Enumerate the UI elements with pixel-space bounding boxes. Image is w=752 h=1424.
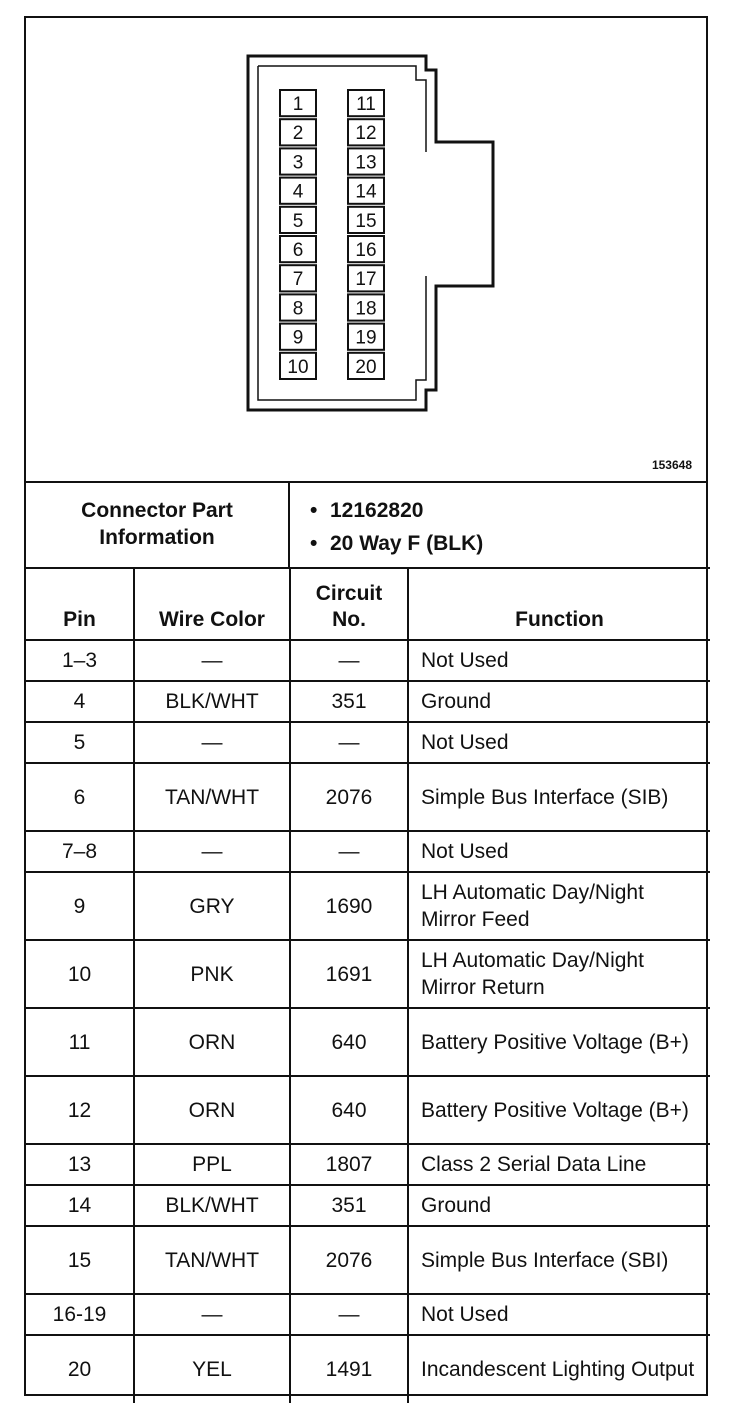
pin-cell: 5 (26, 722, 134, 763)
pin-cell: 11 (26, 1008, 134, 1076)
pin-number-20: 20 (355, 356, 377, 378)
table-row (26, 640, 710, 681)
function-cell: Ground (408, 1185, 710, 1226)
function-cell: Not Used (408, 640, 710, 681)
function-cell: Not Used (408, 722, 710, 763)
pin-table (26, 567, 710, 1403)
header-function: Function (408, 568, 710, 640)
pin-cell: 9 (26, 872, 134, 940)
connector-end-view-diagram (26, 18, 710, 481)
circuit-no-cell: 2076 (290, 1226, 408, 1294)
wire-color-cell: TAN/WHT (134, 1226, 290, 1294)
pin-number-12: 12 (355, 123, 377, 145)
pin-number-2: 2 (292, 123, 304, 145)
pin-cell: 6 (26, 763, 134, 831)
table-row (26, 722, 710, 763)
pin-number-11: 11 (356, 94, 376, 115)
table-row (26, 940, 710, 1008)
header-pin: Pin (26, 568, 134, 640)
wire-color-cell: — (134, 1294, 290, 1335)
table-row (26, 681, 710, 722)
header-circuit-no (290, 568, 408, 640)
circuit-no-cell: 1690 (290, 872, 408, 940)
circuit-no-cell: 1691 (290, 940, 408, 1008)
circuit-no-cell: 640 (290, 1008, 408, 1076)
pin-cell: 13 (26, 1144, 134, 1185)
header-wire-color: Wire Color (134, 568, 290, 640)
pin-cell: 14 (26, 1185, 134, 1226)
wire-color-cell: PNK (134, 940, 290, 1008)
wire-color-cell: — (134, 640, 290, 681)
function-cell: Not Used (408, 1294, 710, 1335)
connector-part-info (26, 481, 706, 569)
header-circuit-no-text: Circuit No. (315, 582, 383, 631)
table-row (26, 1294, 710, 1335)
pin-number-19: 19 (355, 327, 377, 349)
pin-number-9: 9 (292, 327, 304, 349)
pin-number-18: 18 (355, 298, 377, 320)
figure-number: 153648 (651, 458, 692, 472)
pin-number-4: 4 (292, 181, 304, 203)
circuit-no-cell: 640 (290, 1076, 408, 1144)
circuit-no-cell: — (290, 831, 408, 872)
pin-cell: 10 (26, 940, 134, 1008)
circuit-no-cell: — (290, 722, 408, 763)
pin-number-15: 15 (355, 210, 377, 232)
pin-cell: 4 (26, 681, 134, 722)
function-cell: Incandescent Lighting Output (408, 1335, 710, 1403)
function-cell: LH Automatic Day/Night Mirror Return (408, 940, 710, 1008)
function-cell: Ground (408, 681, 710, 722)
table-row (26, 872, 710, 940)
pin-table-header (26, 568, 710, 640)
wire-color-cell: GRY (134, 872, 290, 940)
pin-cell: 15 (26, 1226, 134, 1294)
table-row (26, 831, 710, 872)
wire-color-cell: — (134, 831, 290, 872)
connector-figure (26, 18, 706, 483)
circuit-no-cell: 1807 (290, 1144, 408, 1185)
connector-info-label: Connector Part Information (26, 481, 290, 567)
table-row (26, 1335, 710, 1403)
table-row (26, 1008, 710, 1076)
function-cell: LH Automatic Day/Night Mirror Feed (408, 872, 710, 940)
pin-column-right (348, 90, 384, 379)
pin-cell: 16-19 (26, 1294, 134, 1335)
pin-number-17: 17 (355, 269, 377, 291)
wire-color-cell: PPL (134, 1144, 290, 1185)
pin-number-13: 13 (355, 152, 377, 174)
wire-color-cell: BLK/WHT (134, 1185, 290, 1226)
function-cell: Class 2 Serial Data Line (408, 1144, 710, 1185)
wire-color-cell: BLK/WHT (134, 681, 290, 722)
wire-color-cell: ORN (134, 1008, 290, 1076)
function-cell: Not Used (408, 831, 710, 872)
pin-number-1: 1 (292, 94, 304, 115)
pin-number-16: 16 (355, 240, 377, 261)
pin-number-14: 14 (355, 181, 377, 203)
table-row (26, 763, 710, 831)
pin-cell: 1–3 (26, 640, 134, 681)
wire-color-cell: TAN/WHT (134, 763, 290, 831)
connector-sheet (24, 16, 708, 1396)
circuit-no-cell: — (290, 1294, 408, 1335)
circuit-no-cell: 351 (290, 681, 408, 722)
pin-number-6: 6 (292, 240, 304, 261)
wire-color-cell: YEL (134, 1335, 290, 1403)
wire-color-cell: — (134, 722, 290, 763)
circuit-no-cell: 351 (290, 1185, 408, 1226)
pin-cell: 20 (26, 1335, 134, 1403)
table-row (26, 1144, 710, 1185)
circuit-no-cell: — (290, 640, 408, 681)
function-cell: Simple Bus Interface (SIB) (408, 763, 710, 831)
function-cell: Battery Positive Voltage (B+) (408, 1076, 710, 1144)
pin-cell: 12 (26, 1076, 134, 1144)
connector-description: • 20 Way F (BLK) (330, 532, 483, 556)
part-number: • 12162820 (330, 499, 423, 523)
table-row (26, 1226, 710, 1294)
circuit-no-cell: 1491 (290, 1335, 408, 1403)
pin-number-10: 10 (287, 356, 309, 378)
table-row (26, 1185, 710, 1226)
pin-number-5: 5 (292, 210, 304, 232)
function-cell: Simple Bus Interface (SBI) (408, 1226, 710, 1294)
connector-info-values (290, 481, 708, 567)
pin-cell: 7–8 (26, 831, 134, 872)
circuit-no-cell: 2076 (290, 763, 408, 831)
pin-column-left (280, 90, 316, 379)
table-row (26, 1076, 710, 1144)
pin-number-3: 3 (292, 152, 304, 174)
pin-number-8: 8 (292, 298, 304, 320)
function-cell: Battery Positive Voltage (B+) (408, 1008, 710, 1076)
pin-number-7: 7 (292, 269, 304, 291)
wire-color-cell: ORN (134, 1076, 290, 1144)
